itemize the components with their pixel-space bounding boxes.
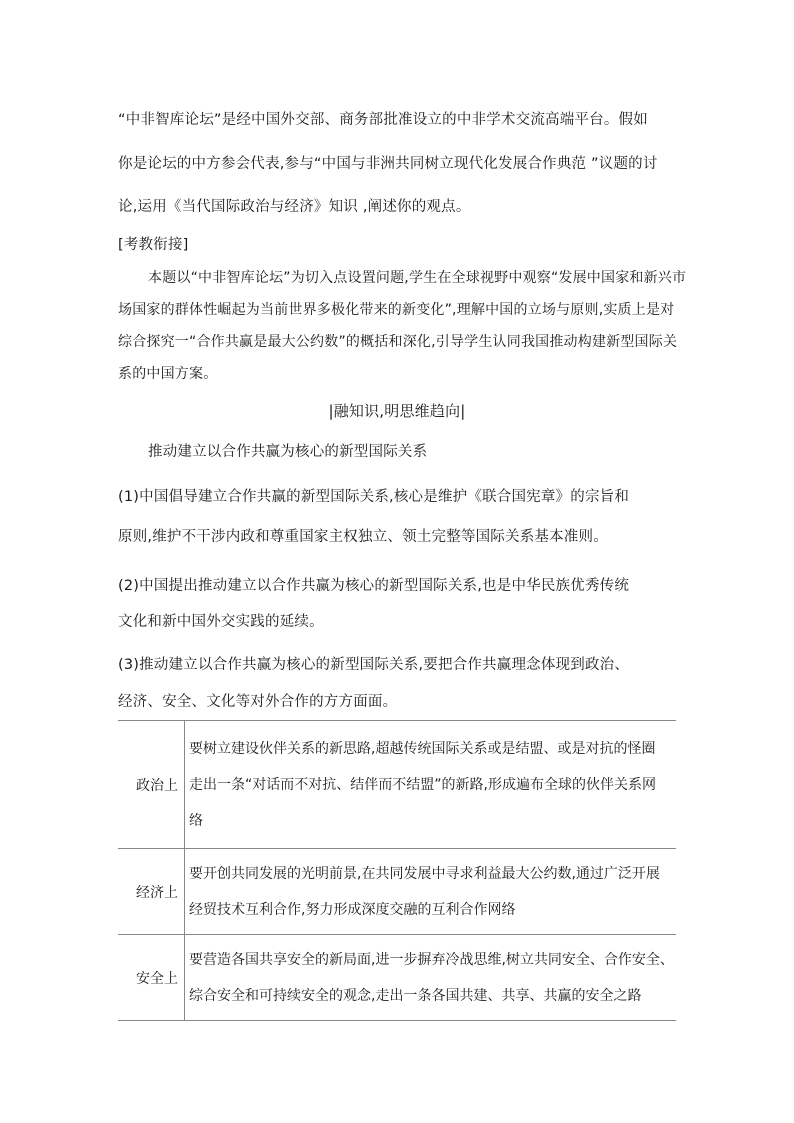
row-label-politics: 政治上 [118,721,185,849]
intro-line-2: 你是论坛的中方参会代表,参与“中国与非洲共同树立现代化发展合作典范 ”议题的讨 [118,156,658,172]
row-label-security: 安全上 [118,935,185,1021]
row-label-economy: 经济上 [118,849,185,935]
point-2-line-1: (2)中国提出推动建立以合作共赢为核心的新型国际关系,也是中华民族优秀传统 [118,578,630,594]
analysis-line-2: 场国家的群体性崛起为当前世界多极化带来的新变化”,理解中国的立场与原则,实质上是对 [118,302,675,318]
table-row [118,849,676,935]
section-tag: [考教衔接] [118,237,189,253]
content-line: 络 [189,812,203,829]
table-row [118,935,676,1021]
point-1-line-1: (1)中国倡导建立合作共赢的新型国际关系,核心是维护《联合国宪章》的宗旨和 [118,489,630,505]
intro-line-1: “中非智库论坛”是经中国外交部、商务部批准设立的中非学术交流高端平台。假如 [118,112,648,128]
point-3-line-1: (3)推动建立以合作共赢为核心的新型国际关系,要把合作共赢理念体现到政治、 [118,657,630,673]
content-line: 走出一条“对话而不对抗、结伴而不结盟”的新路,形成遍布全球的伙伴关系网 [189,776,656,793]
analysis-line-1: 本题以“中非智库论坛”为切入点设置问题,学生在全球视野中观察“发展中国家和新兴市 [148,270,687,286]
intro-line-3: 论,运用《当代国际政治与经济》知识 ,阐述你的观点。 [118,199,471,215]
content-line: 要树立建设伙伴关系的新思路,超越传统国际关系或是结盟、或是对抗的怪圈 [189,740,656,757]
content-line: 要开创共同发展的光明前景,在共同发展中寻求利益最大公约数,通过广泛开展 [189,865,660,882]
point-2-line-2: 文化和新中国外交实践的延续。 [118,614,324,630]
point-3-line-2: 经济、安全、文化等对外合作的方方面面。 [118,694,398,710]
analysis-line-3: 综合探究一“合作共赢是最大公约数”的概括和深化,引导学生认同我国推动构建新型国际关 [118,334,678,350]
knowledge-table [118,720,676,1021]
content-line: 要营造各国共享安全的新局面,进一步摒弃冷战思维,树立共同安全、合作安全、 [189,951,674,968]
content-line: 经贸技术互利合作,努力形成深度交融的互利合作网络 [189,901,516,918]
row-content-economy [185,849,677,935]
point-1-line-2: 原则,维护不干涉内政和尊重国家主权独立、领土完整等国际关系基本准则。 [118,529,608,545]
row-content-security [185,935,677,1021]
content-line: 综合安全和可持续安全的观念,走出一条各国共建、共享、共赢的安全之路 [189,987,642,1004]
subheading: 推动建立以合作共赢为核心的新型国际关系 [148,444,428,460]
analysis-line-4: 系的中国方案。 [118,366,218,382]
row-content-politics [185,721,677,849]
knowledge-title: |融知识,明思维趋向| [328,402,466,420]
table-row [118,721,676,849]
